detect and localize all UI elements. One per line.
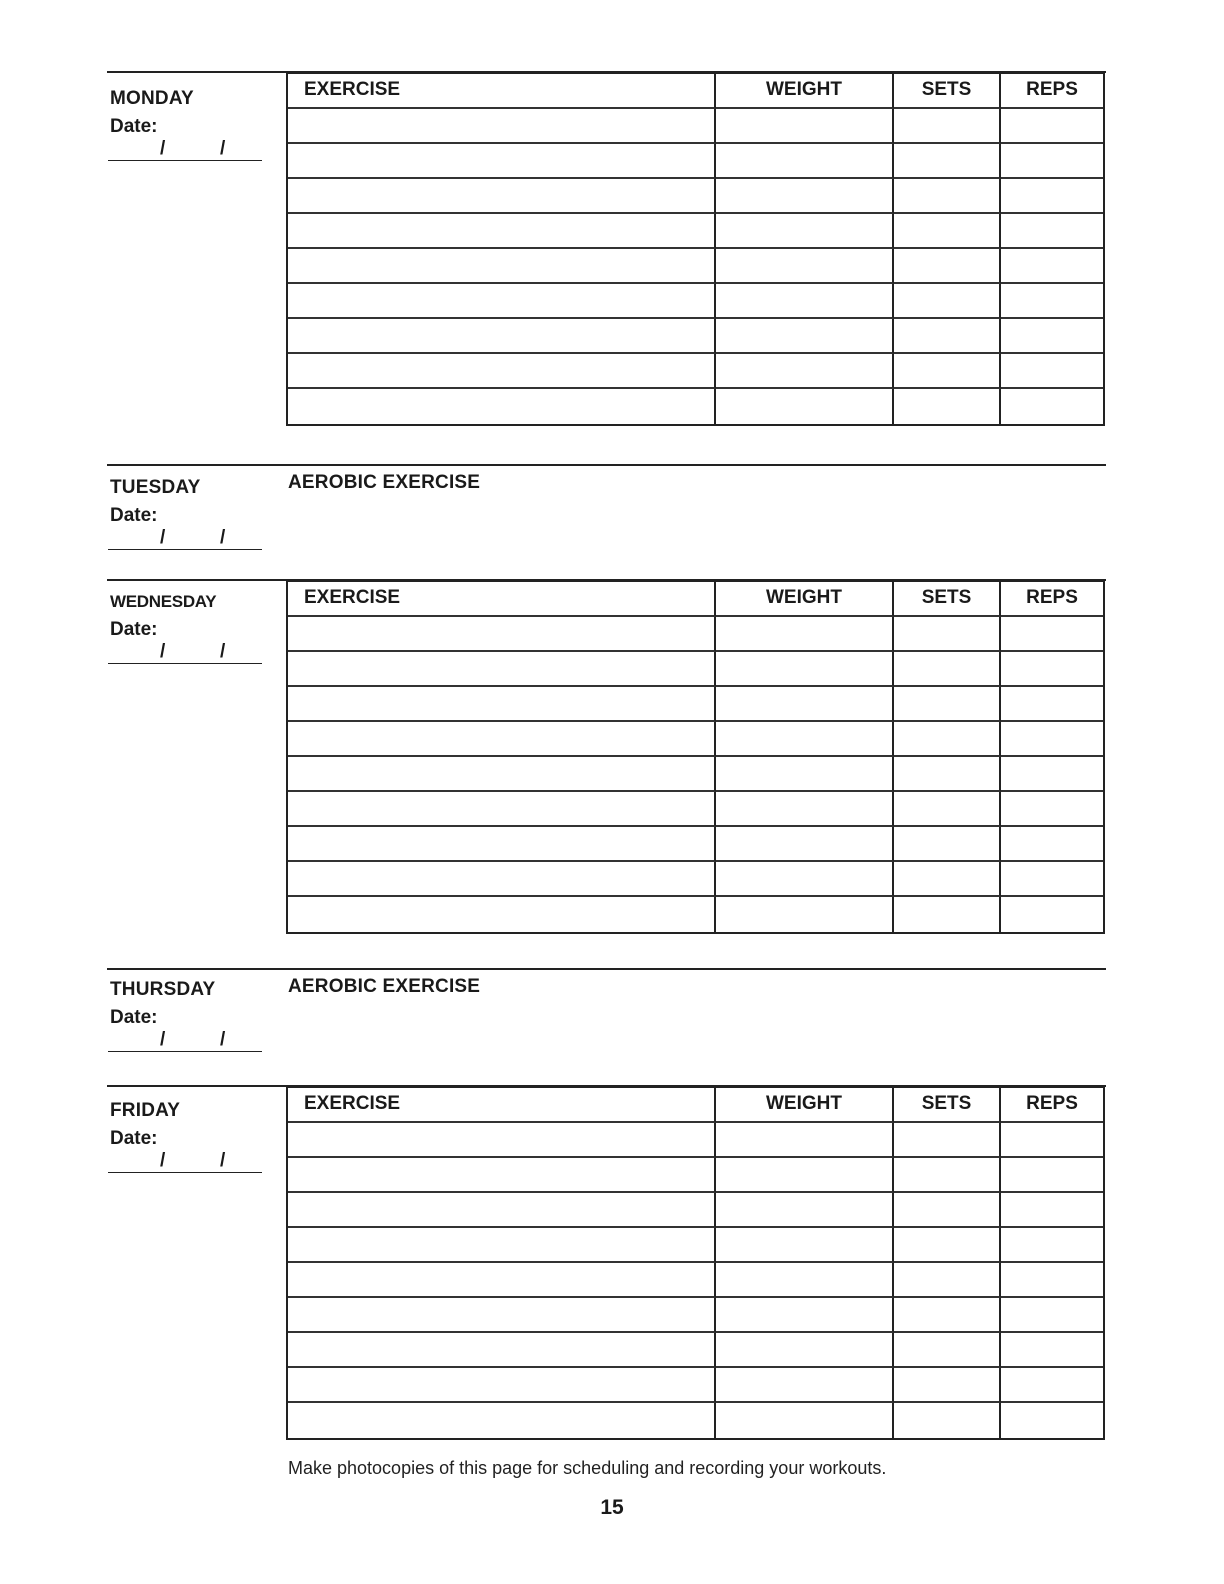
reps-cell[interactable] xyxy=(1001,179,1103,214)
sets-cell[interactable] xyxy=(894,1403,1001,1438)
sets-column-header: SETS xyxy=(894,582,1001,617)
exercise-cell[interactable] xyxy=(288,1368,716,1403)
date-separator: / xyxy=(220,1029,226,1050)
sets-cell[interactable] xyxy=(894,1263,1001,1298)
reps-cell[interactable] xyxy=(1001,214,1103,249)
reps-cell[interactable] xyxy=(1001,1368,1103,1403)
reps-cell[interactable] xyxy=(1001,897,1103,932)
weight-cell[interactable] xyxy=(716,617,894,652)
reps-column-header: REPS xyxy=(1001,582,1103,617)
sets-cell[interactable] xyxy=(894,249,1001,284)
reps-cell[interactable] xyxy=(1001,354,1103,389)
sets-cell[interactable] xyxy=(894,827,1001,862)
exercise-column-header: EXERCISE xyxy=(288,1088,716,1123)
exercise-cell[interactable] xyxy=(288,1298,716,1333)
reps-cell[interactable] xyxy=(1001,109,1103,144)
date-separator: / xyxy=(220,1150,226,1171)
weight-cell[interactable] xyxy=(716,1403,894,1438)
exercise-cell[interactable] xyxy=(288,792,716,827)
date-label: Date: xyxy=(110,619,158,640)
reps-cell[interactable] xyxy=(1001,862,1103,897)
exercise-cell[interactable] xyxy=(288,319,716,354)
exercise-cell[interactable] xyxy=(288,144,716,179)
sets-cell[interactable] xyxy=(894,389,1001,424)
reps-cell[interactable] xyxy=(1001,1298,1103,1333)
photocopy-note: Make photocopies of this page for scheduling and recording your workouts. xyxy=(288,1458,887,1478)
exercise-cell[interactable] xyxy=(288,284,716,319)
date-field-wednesday[interactable] xyxy=(108,641,262,664)
exercise-cell[interactable] xyxy=(288,249,716,284)
weight-cell[interactable] xyxy=(716,1193,894,1228)
sets-column-header: SETS xyxy=(894,1088,1001,1123)
reps-cell[interactable] xyxy=(1001,652,1103,687)
aerobic-exercise-label-thursday: AEROBIC EXERCISE xyxy=(288,976,481,997)
sets-cell[interactable] xyxy=(894,897,1001,932)
sets-cell[interactable] xyxy=(894,109,1001,144)
sets-cell[interactable] xyxy=(894,722,1001,757)
date-field-tuesday[interactable] xyxy=(108,527,262,550)
sets-cell[interactable] xyxy=(894,214,1001,249)
weight-cell[interactable] xyxy=(716,179,894,214)
exercise-cell[interactable] xyxy=(288,652,716,687)
sets-cell[interactable] xyxy=(894,687,1001,722)
wednesday-info xyxy=(110,591,270,664)
reps-cell[interactable] xyxy=(1001,1403,1103,1438)
reps-cell[interactable] xyxy=(1001,284,1103,319)
reps-cell[interactable] xyxy=(1001,1263,1103,1298)
date-label: Date: xyxy=(110,1007,158,1028)
exercise-column-header: EXERCISE xyxy=(288,74,716,109)
date-separator: / xyxy=(220,138,226,159)
sets-cell[interactable] xyxy=(894,1228,1001,1263)
date-field-thursday[interactable] xyxy=(108,1029,262,1052)
weight-column-header: WEIGHT xyxy=(716,74,894,109)
date-separator: / xyxy=(160,138,166,159)
date-label: Date: xyxy=(110,116,158,137)
thursday-rule xyxy=(107,968,1106,970)
reps-column-header: REPS xyxy=(1001,74,1103,109)
exercise-cell[interactable] xyxy=(288,109,716,144)
reps-cell[interactable] xyxy=(1001,1193,1103,1228)
date-label: Date: xyxy=(110,505,158,526)
sets-cell[interactable] xyxy=(894,652,1001,687)
sets-cell[interactable] xyxy=(894,1193,1001,1228)
sets-cell[interactable] xyxy=(894,617,1001,652)
weight-cell[interactable] xyxy=(716,1123,894,1158)
sets-cell[interactable] xyxy=(894,1368,1001,1403)
exercise-cell[interactable] xyxy=(288,722,716,757)
exercise-cell[interactable] xyxy=(288,1228,716,1263)
exercise-cell[interactable] xyxy=(288,862,716,897)
sets-cell[interactable] xyxy=(894,1158,1001,1193)
date-separator: / xyxy=(160,1029,166,1050)
exercise-cell[interactable] xyxy=(288,1403,716,1438)
weight-cell[interactable] xyxy=(716,144,894,179)
reps-cell[interactable] xyxy=(1001,722,1103,757)
weight-column-header: WEIGHT xyxy=(716,582,894,617)
reps-cell[interactable] xyxy=(1001,687,1103,722)
weight-column-header: WEIGHT xyxy=(716,1088,894,1123)
date-separator: / xyxy=(220,527,226,548)
day-name-tuesday: TUESDAY xyxy=(110,477,201,498)
exercise-cell[interactable] xyxy=(288,214,716,249)
exercise-cell[interactable] xyxy=(288,1333,716,1368)
weight-cell[interactable] xyxy=(716,687,894,722)
exercise-cell[interactable] xyxy=(288,1193,716,1228)
weight-cell[interactable] xyxy=(716,897,894,932)
exercise-cell[interactable] xyxy=(288,1123,716,1158)
date-separator: / xyxy=(160,527,166,548)
monday-exercise-table xyxy=(286,72,1105,426)
weight-cell[interactable] xyxy=(716,354,894,389)
weight-cell[interactable] xyxy=(716,109,894,144)
day-name-wednesday: WEDNESDAY xyxy=(110,592,217,611)
reps-cell[interactable] xyxy=(1001,1158,1103,1193)
wednesday-exercise-table xyxy=(286,580,1105,934)
reps-cell[interactable] xyxy=(1001,827,1103,862)
weight-cell[interactable] xyxy=(716,1263,894,1298)
weight-cell[interactable] xyxy=(716,757,894,792)
sets-cell[interactable] xyxy=(894,1123,1001,1158)
weight-cell[interactable] xyxy=(716,1333,894,1368)
weight-cell[interactable] xyxy=(716,652,894,687)
sets-cell[interactable] xyxy=(894,354,1001,389)
weight-cell[interactable] xyxy=(716,249,894,284)
exercise-cell[interactable] xyxy=(288,179,716,214)
sets-cell[interactable] xyxy=(894,862,1001,897)
reps-cell[interactable] xyxy=(1001,389,1103,424)
exercise-cell[interactable] xyxy=(288,687,716,722)
sets-column-header: SETS xyxy=(894,74,1001,109)
date-separator: / xyxy=(160,1150,166,1171)
reps-cell[interactable] xyxy=(1001,617,1103,652)
reps-cell[interactable] xyxy=(1001,1228,1103,1263)
sets-cell[interactable] xyxy=(894,792,1001,827)
weight-cell[interactable] xyxy=(716,1298,894,1333)
date-separator: / xyxy=(160,641,166,662)
reps-cell[interactable] xyxy=(1001,1123,1103,1158)
exercise-cell[interactable] xyxy=(288,389,716,424)
sets-cell[interactable] xyxy=(894,1298,1001,1333)
exercise-cell[interactable] xyxy=(288,617,716,652)
weight-cell[interactable] xyxy=(716,792,894,827)
weight-cell[interactable] xyxy=(716,214,894,249)
exercise-cell[interactable] xyxy=(288,1158,716,1193)
monday-info xyxy=(110,88,270,161)
tuesday-info xyxy=(110,477,270,550)
exercise-cell[interactable] xyxy=(288,1263,716,1298)
exercise-cell[interactable] xyxy=(288,757,716,792)
reps-column-header: REPS xyxy=(1001,1088,1103,1123)
weight-cell[interactable] xyxy=(716,319,894,354)
reps-cell[interactable] xyxy=(1001,249,1103,284)
friday-exercise-table xyxy=(286,1086,1105,1440)
tuesday-rule xyxy=(107,464,1106,466)
date-separator: / xyxy=(220,641,226,662)
weight-cell[interactable] xyxy=(716,284,894,319)
sets-cell[interactable] xyxy=(894,1333,1001,1368)
weight-cell[interactable] xyxy=(716,1368,894,1403)
weight-cell[interactable] xyxy=(716,722,894,757)
sets-cell[interactable] xyxy=(894,144,1001,179)
friday-info xyxy=(110,1100,270,1173)
date-field-friday[interactable] xyxy=(108,1150,262,1173)
aerobic-exercise-label-tuesday: AEROBIC EXERCISE xyxy=(288,472,481,493)
sets-cell[interactable] xyxy=(894,757,1001,792)
day-name-thursday: THURSDAY xyxy=(110,979,216,1000)
exercise-cell[interactable] xyxy=(288,827,716,862)
day-name-monday: MONDAY xyxy=(110,88,194,109)
date-label: Date: xyxy=(110,1128,158,1149)
weight-cell[interactable] xyxy=(716,827,894,862)
day-name-friday: FRIDAY xyxy=(110,1100,181,1121)
sets-cell[interactable] xyxy=(894,179,1001,214)
reps-cell[interactable] xyxy=(1001,792,1103,827)
weight-cell[interactable] xyxy=(716,389,894,424)
sets-cell[interactable] xyxy=(894,284,1001,319)
reps-cell[interactable] xyxy=(1001,144,1103,179)
weight-cell[interactable] xyxy=(716,1158,894,1193)
reps-cell[interactable] xyxy=(1001,1333,1103,1368)
page-number: 15 xyxy=(600,1496,624,1519)
thursday-info xyxy=(110,979,270,1052)
reps-cell[interactable] xyxy=(1001,757,1103,792)
weight-cell[interactable] xyxy=(716,1228,894,1263)
sets-cell[interactable] xyxy=(894,319,1001,354)
date-field-monday[interactable] xyxy=(108,138,262,161)
weight-cell[interactable] xyxy=(716,862,894,897)
exercise-cell[interactable] xyxy=(288,897,716,932)
reps-cell[interactable] xyxy=(1001,319,1103,354)
exercise-cell[interactable] xyxy=(288,354,716,389)
exercise-column-header: EXERCISE xyxy=(288,582,716,617)
